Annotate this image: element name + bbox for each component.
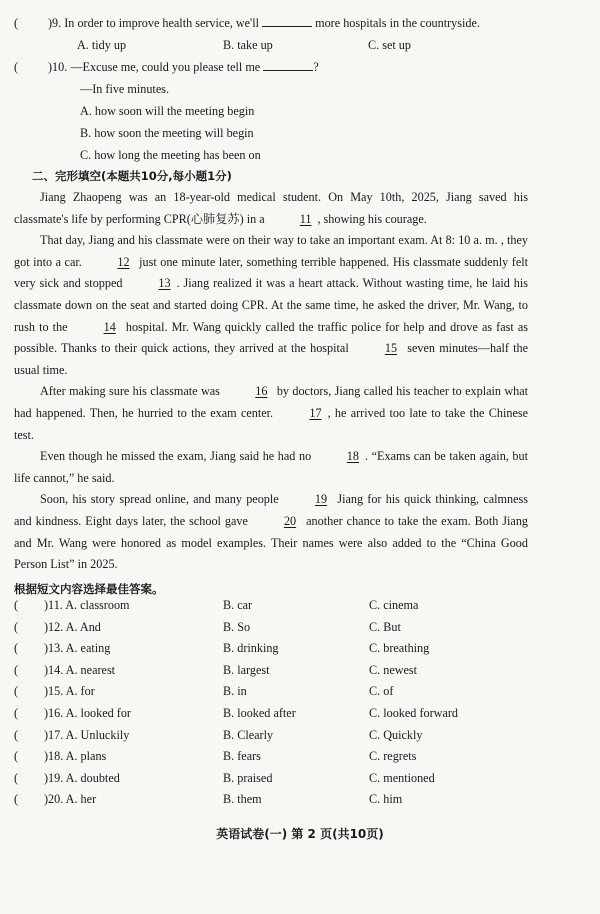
paragraph-4: Even though he missed the exam, Jiang said he had no 18 . “Exams can be taken again, but life cannot,” he said.: [14, 446, 528, 489]
paragraph-2: That day, Jiang and his classmate were on their way to take an important exam. At 8: 10 a. m. , they got into a car. 12 just one minute later, something terrible happened. His classmate suddenly felt very sick and stopped 13 . Jiang realized it was a heart attack. Without wasting time, he laid his classmate down on the seat and started doing CPR. At the same time, he asked the driver, Mr. Wang, to rush to the 14 hospital. Mr. Wang quickly called the traffic police for help and drove as fast as possible. Thanks to their quick actions, they arrived at the hospital 15 seven minutes—half the usual time.: [14, 233, 529, 377]
question-9: [14, 16, 480, 31]
answer-paren: (: [14, 60, 19, 74]
question-number: )9.: [48, 16, 62, 30]
q10-option-b: B. how soon the meeting will begin: [80, 126, 254, 140]
gap-13: 13: [158, 276, 171, 291]
gap-17: 17: [309, 405, 322, 420]
q9-option-a: A. tidy up: [77, 38, 127, 52]
question-stem-end: more hospitals in the countryside.: [315, 16, 480, 30]
paragraph-1: Jiang Zhaopeng was an 18-year-old medical student. On May 10th, 2025, Jiang saved his classmate's life by performing CPR(心肺复苏) in a 11 , showing his courage.: [14, 187, 528, 230]
gap-18: 18: [346, 449, 359, 464]
section-title: 二、完形填空(本题共10分,每小题1分): [32, 169, 232, 183]
gap-15: 15: [384, 341, 398, 356]
answer-blank: [262, 16, 312, 27]
q9-option-c: C. set up: [368, 38, 411, 52]
gap-14: 14: [103, 319, 116, 334]
paragraph-5: Soon, his story spread online, and many people 19 Jiang for his quick thinking, calmness and kindness. Eight days later, the school gave 20 another chance to take the exam. Both Jiang and Mr. Wang were honored as model examples. Their names were also added to the “China Good Person List” in 2025.: [14, 489, 528, 575]
answer-paren: (: [14, 16, 19, 30]
answer-blank: [263, 60, 313, 71]
question-stem: —Excuse me, could you please tell me: [70, 60, 261, 74]
gap-11: 11: [299, 211, 312, 226]
q10-response: —In five minutes.: [80, 82, 170, 96]
exam-page: ( )9. In order to improve health service, we'll more hospitals in the countryside. A. tidy up B. take up C. set up ( )10. —Excuse me, could you please tell me ? —In five minutes. A. how soon will the meeting begin B. how soon the meeting will begin C. how long the meeting has been on 二、完形填空(本题共10分,每小题1分) Jiang Zhaopeng was an 18-year-old medical student. On May 10th, 2025, Jiang saved his classmate's life by performing CPR(心肺复苏) in a 11 , showing his courage. That day, Jiang and his classmate were on their way to take an important exam. At 8: 10 a. m. , they got into a car. 12 just one minute later, something terrible happened. His classmate suddenly felt very sick and stopped 13 . Jiang realized it was a heart attack. Without wasting time, he laid his classmate down on the seat and started doing CPR. At the same time, he asked the driver, Mr. Wang, to rush to the 14 hospital. Mr. Wang quickly called the traffic police for help and drove as fast as possible. Thanks to their quick actions, they arrived at the hospital 15 seven minutes—half the usual time. After making sure his classmate was 16 by doctors, Jiang called his teacher to explain what had happened. Then, he hurried to the exam center. 17 , he arrived too late to take the Chinese test. Even though he missed the exam, Jiang said he had no 18 . “Exams can be taken again, but life cannot,” he said. Soon, his story spread online, and many people 19 Jiang for his quick thinking, calmness and kindness. Eight days later, the school gave 20 another chance to take the exam. Both Jiang and Mr. Wang were honored as model examples. Their names were also added to the “China Good Person List” in 2025. 根据短文内容选择最佳答案。 ( )11. A. classroom B. car C. cinema ( )12. A. And B. So C. But ( )13. A. eating B. drinking C. breathing ( )14. A. nearest B. largest C. newest ( )15. A. for B. in C. of ( )16. A. looked for B. looked after C. looked forward ( )17. A. Unluckily B. Clearly C. Quickly ( )18. A. plans B. fears C. regrets ( )19. A. doubted B. praised C. mentioned ( )20. A. her B. them C. him 英语试卷(一) 第 2 页(共10页): [0, 0, 600, 914]
gap-19: 19: [314, 492, 328, 507]
choice-instruction: 根据短文内容选择最佳答案。: [14, 582, 164, 596]
question-10: [14, 60, 319, 75]
question-number: )10.: [48, 60, 68, 74]
gap-12: 12: [117, 254, 130, 269]
gap-20: 20: [283, 513, 297, 528]
question-stem-end: ?: [313, 60, 319, 74]
cloze-passage: [14, 187, 528, 576]
q10-option-c: C. how long the meeting has been on: [80, 148, 261, 162]
q9-option-b: B. take up: [223, 38, 273, 52]
page-footer: 英语试卷(一) 第 2 页(共10页): [216, 827, 384, 841]
gap-16: 16: [255, 384, 268, 399]
q10-option-a: A. how soon will the meeting begin: [80, 104, 255, 118]
question-stem: In order to improve health service, we'll: [64, 16, 260, 30]
paragraph-3: After making sure his classmate was 16 by doctors, Jiang called his teacher to explain what had happened. Then, he hurried to the exam center. 17 , he arrived too late to take the Chinese test.: [14, 381, 528, 446]
